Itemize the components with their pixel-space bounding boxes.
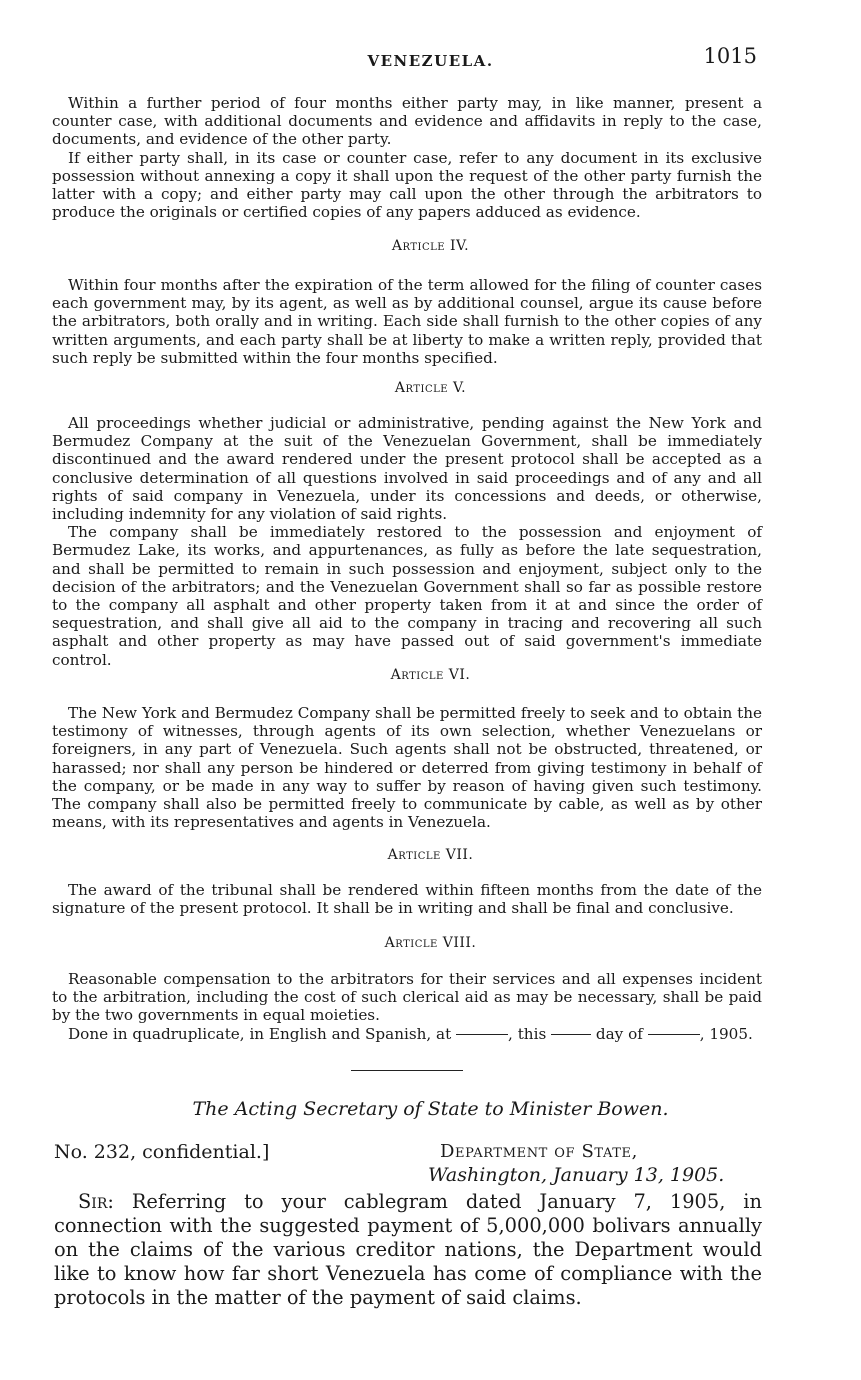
paragraph: Reasonable compensation to the arbitrators for their services and all expenses incident to the arbitration, including the cost of such clerical aid as may be necessary, shall be paid by the two governments in equal moieties.: [52, 970, 762, 1025]
article-4-heading: Article IV.: [391, 238, 470, 254]
done-line-text-2: , this: [508, 1024, 547, 1043]
done-line-text-4: , 1905.: [699, 1024, 753, 1043]
article-8-body: [52, 970, 762, 1043]
letter-number: No. 232, confidential.]: [54, 1141, 270, 1163]
paragraph: If either party shall, in its case or counter case, refer to any document in its exclusive possession without annexing a copy it shall upon the request of the other party furnish the latter with a copy; and either party may call upon the other through the arbitrators to produce the originals or certified copies of any papers adduced as evidence.: [52, 148, 762, 222]
paragraph: The company shall be immediately restored to the possession and enjoyment of Bermudez Lake, its works, and appurtenances, as fully as before the late sequestration, and shall be permitted to remain in such possession and enjoyment, subject only to the decision of the arbitrators; and the Venezuelan Government shall so far as possible restore to the company all asphalt and other property taken from it at and since the order of sequestration, and shall give all aid to the company in tracing and recovering all such asphalt and other property as may have passed out of said government's immediate control.: [52, 523, 762, 669]
article-5-body: [52, 414, 762, 669]
blank-line: [551, 1034, 591, 1035]
article-4-body: [52, 276, 762, 367]
letter-department: Department of State,: [440, 1141, 638, 1162]
article-5-heading: Article V.: [394, 380, 467, 396]
article-7-heading: Article VII.: [387, 847, 474, 863]
letter-title: The Acting Secretary of State to Minister Bowen.: [192, 1098, 669, 1120]
letter-text: Referring to your cablegram dated January 7, 1905, in connection with the suggested payment of 5,000,000 bolivars annually on the claims of the various creditor nations, the Department would like to know how far short Venezuela has come of compliance with the protocols in the matter of the payment of said claims.: [54, 1190, 762, 1309]
article-8-heading: Article VIII.: [384, 935, 477, 951]
paragraph: Within four months after the expiration of the term allowed for the filing of counter cases each government may, by its agent, as well as by additional counsel, argue its cause before the arbitrators, both orally and in writing. Each side shall furnish to the other copies of any written arguments, and each party shall be at liberty to make a written reply, provided that such reply be submitted within the four months specified.: [52, 276, 762, 367]
blank-line: [456, 1034, 508, 1035]
article-6-body: [52, 704, 762, 831]
letter-body: [54, 1190, 762, 1310]
article-7-body: [52, 881, 762, 917]
page-number: 1015: [703, 44, 757, 68]
blank-line: [648, 1034, 700, 1035]
letter-date: Washington, January 13, 1905.: [428, 1164, 725, 1186]
section-divider: [351, 1070, 463, 1071]
done-line: [52, 1025, 762, 1043]
paragraph: The New York and Bermudez Company shall be permitted freely to seek and to obtain the testimony of witnesses, through agents of its own selection, whether Venezuelans or foreigners, in any part of Venezuela. Such agents shall not be obstructed, threatened, or harassed; nor shall any person be hindered or deterred from giving testimony in behalf of the company, or be made in any way to suffer by reason of having given such testimony. The company shall also be permitted freely to communicate by cable, as well as by other means, with its representatives and agents in Venezuela.: [52, 704, 762, 832]
article-6-heading: Article VI.: [390, 667, 471, 683]
paragraph: The award of the tribunal shall be rendered within fifteen months from the date of the signature of the present protocol. It shall be in writing and shall be final and conclusive.: [52, 881, 762, 918]
running-header-title: VENEZUELA.: [367, 52, 494, 70]
intro-section: [52, 94, 762, 221]
done-line-text-3: day of: [595, 1024, 643, 1043]
paragraph: Within a further period of four months either party may, in like manner, present a counter case, with additional documents and evidence and affidavits in reply to the case, documents, and evidence of the other party.: [52, 94, 762, 149]
paragraph: All proceedings whether judicial or administrative, pending against the New York and Bermudez Company at the suit of the Venezuelan Government, shall be immediately discontinued and the award rendered under the present protocol shall be accepted as a conclusive determination of all questions involved in said proceedings and of any and all rights of said company in Venezuela, under its concessions and deeds, or otherwise, including indemnity for any violation of said rights.: [52, 414, 762, 524]
done-line-text-1: Done in quadruplicate, in English and Spanish, at: [68, 1024, 452, 1043]
letter-salutation: Sir:: [78, 1190, 114, 1213]
